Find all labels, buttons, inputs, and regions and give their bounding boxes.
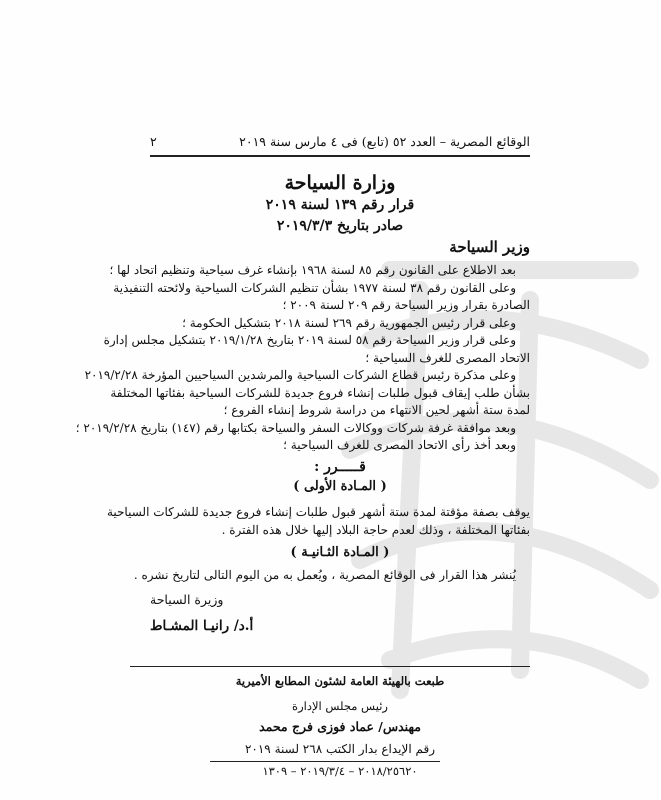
article-line: بفئاتها المختلفة ، وذلك لعدم حاجة البلاد إليها خلال هذه الفترة . bbox=[221, 522, 530, 537]
preamble bbox=[75, 262, 530, 455]
preamble-line: بشأن طلب إيقاف قبول طلبات إنشاء فروع جديدة للشركات السياحية بفئاتها المختلفة bbox=[110, 385, 530, 400]
minister-title: وزير السياحة bbox=[449, 238, 530, 256]
footer-rule-bottom bbox=[210, 761, 440, 762]
signature-title: وزيرة السياحة bbox=[150, 592, 224, 607]
preamble-line: وعلى مذكرة رئيس قطاع الشركات السياحية والمرشدين السياحيين المؤرخة ٢٠١٩/٢/٢٨ bbox=[84, 368, 516, 382]
preamble-line: وعلى قرار وزير السياحة رقم ٥٨ لسنة ٢٠١٩ بتاريخ ٢٠١٩/١/٢٨ بتشكيل مجلس إدارة bbox=[103, 333, 516, 347]
page-number: ٢ bbox=[150, 134, 157, 149]
decides-heading: قـــــرر : bbox=[314, 459, 366, 475]
article-1-text bbox=[100, 504, 530, 539]
footer-rule-top bbox=[130, 666, 530, 667]
board-chair-title: رئيس مجلس الإدارة bbox=[292, 699, 388, 713]
article-2-heading: ( المـادة الثـانيـة ) bbox=[290, 545, 390, 560]
article-2-text bbox=[100, 567, 530, 585]
print-code: ٢٠١٨/٢٥٦٢٠ – ٢٠١٩/٣/٤ – ١٣٠٩ bbox=[262, 764, 418, 778]
header-rule bbox=[150, 155, 530, 157]
article-1-heading: ( المـادة الأولى ) bbox=[293, 479, 387, 494]
article-line: يُنشر هذا القرار فى الوقائع المصرية ، ويُعمل به من اليوم التالى لتاريخ نشره . bbox=[133, 568, 516, 582]
chair-name: مهندس/ عماد فوزى فرج محمد bbox=[259, 719, 421, 734]
decree-date: صادر بتاريخ ٢٠١٩/٣/٣ bbox=[276, 218, 404, 234]
printer-credit: طبعت بالهيئة العامة لشئون المطابع الأميرية bbox=[235, 674, 445, 688]
preamble-line: بعد الاطلاع على القانون رقم ٨٥ لسنة ١٩٦٨ بإنشاء غرف سياحية وتنظيم اتحاد لها ؛ bbox=[109, 263, 516, 277]
article-line: يوقف بصفة مؤقتة لمدة ستة أشهر قبول طلبات إنشاء فروع جديدة للشركات السياحية bbox=[106, 505, 530, 519]
preamble-line: لمدة ستة أشهر لحين الانتهاء من دراسة شروط إنشاء الفروع ؛ bbox=[223, 403, 530, 417]
preamble-line: وبعد أخذ رأى الاتحاد المصرى للغرف السياحية ؛ bbox=[283, 438, 516, 452]
preamble-line: الصادرة بقرار وزير السياحة رقم ٢٠٩ لسنة ٢٠٠٩ ؛ bbox=[282, 298, 530, 312]
decree-number: قرار رقم ١٣٩ لسنة ٢٠١٩ bbox=[265, 197, 415, 213]
preamble-line: وعلى قرار رئيس الجمهورية رقم ٢٦٩ لسنة ٢٠١٨ بتشكيل الحكومة ؛ bbox=[182, 315, 516, 330]
signature-name: أ.د/ رانيـا المشـاط bbox=[150, 618, 254, 634]
preamble-line: الاتحاد المصرى للغرف السياحية ؛ bbox=[365, 350, 530, 365]
preamble-line: وبعد موافقة غرفة شركات ووكالات السفر والسياحة بكتابها رقم (١٤٧) بتاريخ ٢٠١٩/٢/٢٨ ؛ bbox=[75, 420, 516, 435]
ministry-name: وزارة السياحة bbox=[284, 172, 396, 194]
deposit-number: رقم الإيداع بدار الكتب ٢٦٨ لسنة ٢٠١٩ bbox=[244, 742, 436, 756]
preamble-line: وعلى القانون رقم ٣٨ لسنة ١٩٧٧ بشأن تنظيم الشركات السياحية ولائحته التنفيذية bbox=[113, 280, 516, 295]
gazette-issue-title: الوقائع المصرية – العدد ٥٢ (تابع) فى ٤ مارس سنة ٢٠١٩ bbox=[239, 134, 530, 149]
